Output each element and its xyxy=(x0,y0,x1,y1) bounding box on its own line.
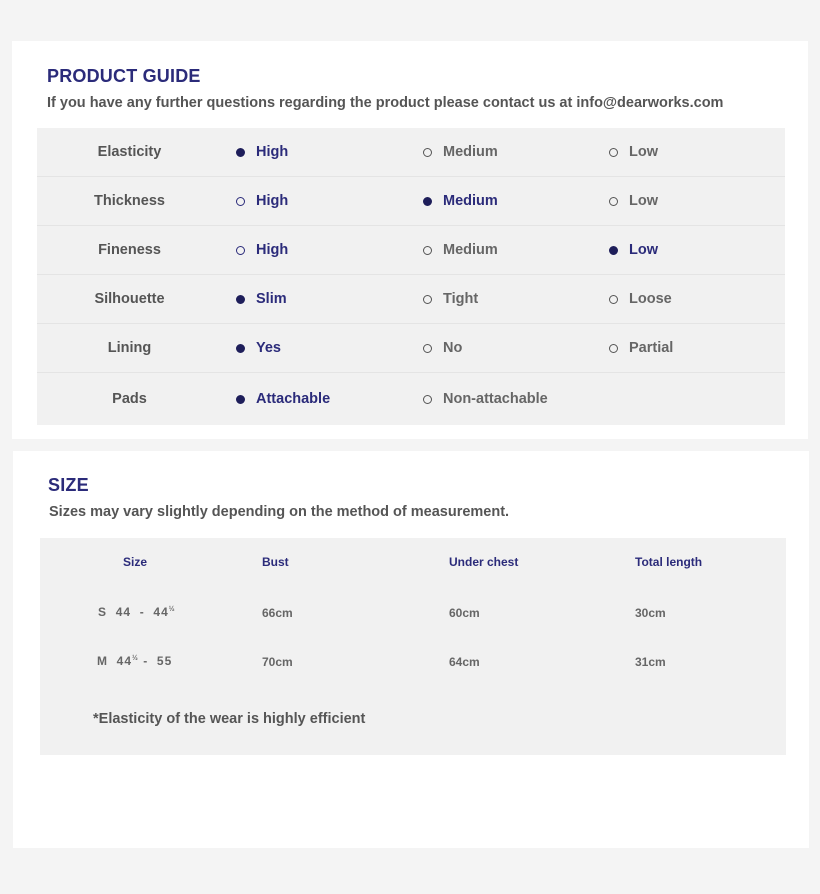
empty-circle-icon xyxy=(236,197,245,206)
guide-row-thickness xyxy=(37,177,785,226)
option-non-attachable: Non-attachable xyxy=(423,373,548,425)
product-guide-subtitle: If you have any further questions regarding the product please contact us at info@dearworks.com xyxy=(47,95,724,111)
guide-row-fineness xyxy=(37,226,785,275)
empty-circle-icon xyxy=(609,148,618,157)
header-total-length: Total length xyxy=(635,555,703,569)
empty-circle-icon xyxy=(423,344,432,353)
product-guide-title: PRODUCT GUIDE xyxy=(47,66,201,86)
size-cell: S $44 - 44^{\frac{1}{2}}$ xyxy=(98,605,176,619)
option-loose: Loose xyxy=(609,275,672,323)
size-title: SIZE xyxy=(48,475,89,495)
guide-row-pads xyxy=(37,373,785,425)
option-medium: Medium xyxy=(423,226,498,274)
option-low: Low xyxy=(609,177,658,225)
filled-circle-icon xyxy=(423,197,432,206)
guide-label: Lining xyxy=(107,340,152,356)
total-length-cell: 30cm xyxy=(635,606,666,620)
header-bust: Bust xyxy=(262,555,289,569)
empty-circle-icon xyxy=(423,246,432,255)
empty-circle-icon xyxy=(609,295,618,304)
option-yes-selected: Yes xyxy=(236,324,281,372)
guide-row-lining xyxy=(37,324,785,373)
empty-circle-icon xyxy=(236,246,245,255)
filled-circle-icon xyxy=(236,148,245,157)
guide-label: Fineness xyxy=(98,242,161,258)
guide-label: Thickness xyxy=(94,193,165,209)
elasticity-note: *Elasticity of the wear is highly efficient xyxy=(93,711,366,727)
option-high: High xyxy=(236,226,288,274)
size-cell: M $44^{\frac{1}{2}} - 55$ xyxy=(97,654,173,668)
guide-label: Pads xyxy=(112,391,147,407)
option-high-selected: High xyxy=(236,128,288,176)
option-low: Low xyxy=(609,128,658,176)
guide-label: Elasticity xyxy=(97,144,162,160)
empty-circle-icon xyxy=(423,295,432,304)
option-high: High xyxy=(236,177,288,225)
option-attachable-selected: Attachable xyxy=(236,373,330,425)
bust-cell: 70cm xyxy=(262,655,293,669)
bust-cell: 66cm xyxy=(262,606,293,620)
header-under-chest: Under chest xyxy=(449,555,519,569)
filled-circle-icon xyxy=(609,246,618,255)
under-chest-cell: 64cm xyxy=(449,655,480,669)
filled-circle-icon xyxy=(236,295,245,304)
option-no: No xyxy=(423,324,462,372)
header-size: Size xyxy=(123,555,148,569)
empty-circle-icon xyxy=(609,344,618,353)
product-guide-card xyxy=(12,41,808,439)
empty-circle-icon xyxy=(423,395,432,404)
filled-circle-icon xyxy=(236,344,245,353)
empty-circle-icon xyxy=(423,148,432,157)
size-subtitle: Sizes may vary slightly depending on the method of measurement. xyxy=(49,504,510,520)
filled-circle-icon xyxy=(236,395,245,404)
total-length-cell: 31cm xyxy=(635,655,666,669)
product-guide-table xyxy=(37,128,785,425)
guide-row-silhouette xyxy=(37,275,785,324)
option-low-selected: Low xyxy=(609,226,658,274)
guide-row-elasticity xyxy=(37,128,785,177)
size-table xyxy=(40,538,786,755)
guide-label: Silhouette xyxy=(94,291,165,307)
under-chest-cell: 60cm xyxy=(449,606,480,620)
option-medium: Medium xyxy=(423,128,498,176)
size-card xyxy=(13,451,809,848)
option-slim-selected: Slim xyxy=(236,275,287,323)
option-partial: Partial xyxy=(609,324,673,372)
empty-circle-icon xyxy=(609,197,618,206)
option-tight: Tight xyxy=(423,275,478,323)
option-medium-selected: Medium xyxy=(423,177,498,225)
